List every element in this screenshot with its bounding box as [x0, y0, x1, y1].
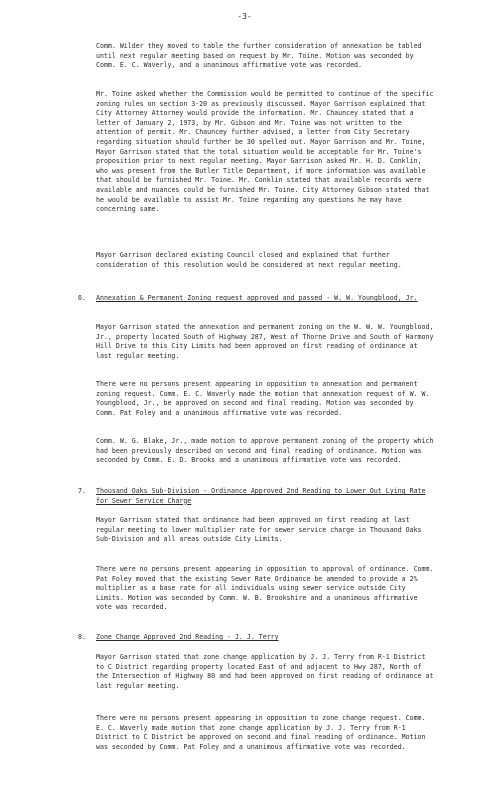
section-number: 6.: [78, 294, 86, 302]
page-number: -3-: [237, 12, 252, 21]
section-number: 7.: [78, 487, 86, 495]
paragraph-zoning-motion: Comm. W. G. Blake, Jr., made motion to approve permanent zoning of the property which had been previously described on second and final reading of ordinance. Motion was seconded by Comm. E. D. Brooks and a unanimous affirmative vote was recorded.: [96, 437, 438, 465]
paragraph-annexation-motion: There were no persons present appearing in opposition to annexation and permanent zoning request. Comm. E. C. Waverly made the motion that annexation request of W. W. Youngblood, Jr., be approved on second and final reading. Motion was seconded by Comm. Pat Foley and a unanimous affirmative vote was recorded.: [96, 380, 434, 417]
section-heading-annexation: Annexation & Permanent Zoning request approved and passed - W. W. Youngblood, Jr.: [96, 294, 418, 302]
paragraph-zone-change-intro: Mayor Garrison stated that zone change application by J. J. Terry from R-1 District to C District regarding property located East of and adjacent to Hwy 287, North of the Intersection of Highway 80 and had been approved on first reading of ordinance at last regular meeting.: [96, 653, 438, 690]
paragraph-council-closed: Mayor Garrison declared existing Council closed and explained that further consideration of this resolution would be considered at next regular meeting.: [96, 251, 402, 269]
section-number: 8.: [78, 633, 86, 641]
paragraph-annexation-intro: Mayor Garrison stated the annexation and permanent zoning on the W. W. W. Youngblood, Jr., property located South of Highway 287, West of Thorne Drive and South of Harmony Hill Drive to this City Limits had been approved on first reading of ordinance at last regular meeting.: [96, 323, 438, 360]
section-heading-zone-change: Zone Change Approved 2nd Reading - J. J. Terry: [96, 633, 279, 641]
paragraph-tabling-motion: Comm. Wilder they moved to table the further consideration of annexation be tabled until next regular meeting based on request by Mr. Toine. Motion was seconded by Comm. E. C. Waverly, and a unanimous affirmative vote was recorded.: [96, 42, 426, 70]
paragraph-zone-change-motion: There were no persons present appearing in opposition to zone change request. Comm. E. C. Waverly made motion that zone change application by J. J. Terry from R-1 District to C District be approved on second and final reading of ordinance. Motion was seconded by Comm. Pat Foley and a unanimous affirmative vote was recorded.: [96, 714, 430, 751]
paragraph-sewer-intro: Mayor Garrison stated that ordinance had been approved on first reading at last regular meeting to lower multiplier rate for sewer service charge in Thousand Oaks Sub-Division and all areas outside City Limits.: [96, 516, 426, 544]
paragraph-sewer-motion: There were no persons present appearing in opposition to approval of ordinance. Comm. Pat Foley moved that the existing Sewer Rate Ordinance be amended to provide a 2% multiplier as a base rate for all individuals using sewer service outside City Limits. Motion was seconded by Comm. W. B. Brookshire and a unanimous affirmative vote was recorded.: [96, 565, 438, 612]
paragraph-zoning-discussion: Mr. Toine asked whether the Commission would be permitted to continue of the specific zoning rules on section 3-20 as previously discussed. Mayor Garrison explained that City Attorney Attorney would provide the information. Mr. Chauncey stated that a letter of January 2, 1973, by Mr. Gibson and Mr. Toine was not written to the attention of permit. Mr. Chauncey further advised, a letter from City Secretary regarding situation should further be 30 spelled out. Mayor Garrison and Mr. Toine, Mayor Garrison stated that the total situation would be acceptable for Mr. Toine's proposition prior to next regular meeting. Mayor Garrison asked Mr. H. D. Conklin, who was present from the Butler Title Department, if more information was available that should be furnished Mr. Toine. Mr. Conklin stated that available records were available and nuances could be furnished Mr. Toine. City Attorney Gibson stated that he would be available to assist Mr. Toine regarding any questions he may have concerning same.: [96, 90, 438, 214]
section-heading-thousand-oaks: Thousand Oaks Sub-Division - Ordinance Approved 2nd Reading to Lower Out Lying Rate for Sewer Service Charge: [96, 487, 426, 505]
